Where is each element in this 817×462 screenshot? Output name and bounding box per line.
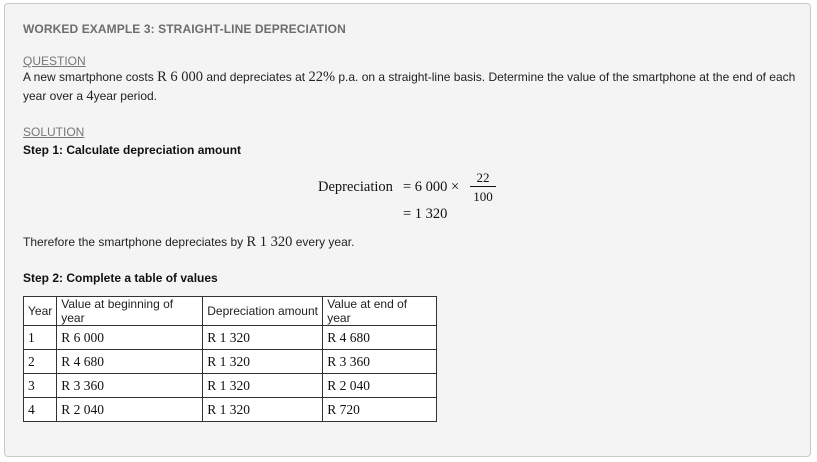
table-row	[24, 350, 437, 374]
question-text	[23, 68, 798, 106]
solution-label: SOLUTION	[23, 125, 85, 139]
column-header: Value at beginning of year	[57, 297, 203, 326]
table-cell: 3	[24, 374, 57, 398]
step-2-heading: Step 2: Complete a table of values	[23, 271, 218, 285]
therefore-text-1: Therefore the smartphone depreciates by	[23, 235, 244, 249]
table-cell: R 1 320	[203, 398, 323, 422]
question-text-2: and depreciates at	[206, 70, 306, 84]
table-cell: R 3 360	[57, 374, 203, 398]
table-header-row	[24, 297, 437, 326]
question-text-3: p.a. on a straight-line basis. Determine the value of the smartphone at the end of each year over a	[23, 70, 796, 103]
step-1-heading: Step 1: Calculate depreciation amount	[23, 143, 242, 157]
cost-value: R 6 000	[157, 69, 203, 85]
equation-fraction	[470, 170, 496, 204]
column-header: Value at end of year	[323, 297, 437, 326]
table-cell: R 1 320	[203, 326, 323, 350]
column-header: Depreciation amount	[203, 297, 323, 326]
therefore-text	[23, 233, 798, 252]
table-cell: 1	[24, 326, 57, 350]
table-cell: R 1 320	[203, 350, 323, 374]
table-cell: R 4 680	[323, 326, 437, 350]
table-cell: R 2 040	[57, 398, 203, 422]
equation-result: = 1 320	[403, 206, 448, 222]
depreciation-amount: R 1 320	[246, 234, 293, 250]
table-row	[24, 374, 437, 398]
table-cell: R 720	[323, 398, 437, 422]
worked-example-card	[4, 3, 811, 457]
values-table	[23, 296, 437, 422]
therefore-text-2: every year.	[295, 235, 355, 249]
question-text-1: A new smartphone costs	[23, 70, 154, 84]
example-title: WORKED EXAMPLE 3: STRAIGHT-LINE DEPRECIATION	[23, 22, 346, 36]
table-cell: R 4 680	[57, 350, 203, 374]
equation-lhs: Depreciation	[318, 179, 393, 195]
question-label: QUESTION	[23, 54, 86, 68]
fraction-denominator: 100	[473, 189, 493, 204]
table-row	[24, 398, 437, 422]
equation-rhs: = 6 000 ×	[403, 179, 460, 195]
table-cell: R 1 320	[203, 374, 323, 398]
table-cell: R 3 360	[323, 350, 437, 374]
table-cell: R 6 000	[57, 326, 203, 350]
fraction-numerator: 22	[476, 170, 490, 185]
table-cell: 4	[24, 398, 57, 422]
table-row	[24, 326, 437, 350]
rate-value: 22%	[308, 69, 336, 85]
question-text-4: year period.	[93, 89, 157, 103]
table-cell: 2	[24, 350, 57, 374]
fraction-bar	[470, 186, 496, 187]
column-header: Year	[24, 297, 57, 326]
table-cell: R 2 040	[323, 374, 437, 398]
years-value: 4	[86, 88, 94, 104]
